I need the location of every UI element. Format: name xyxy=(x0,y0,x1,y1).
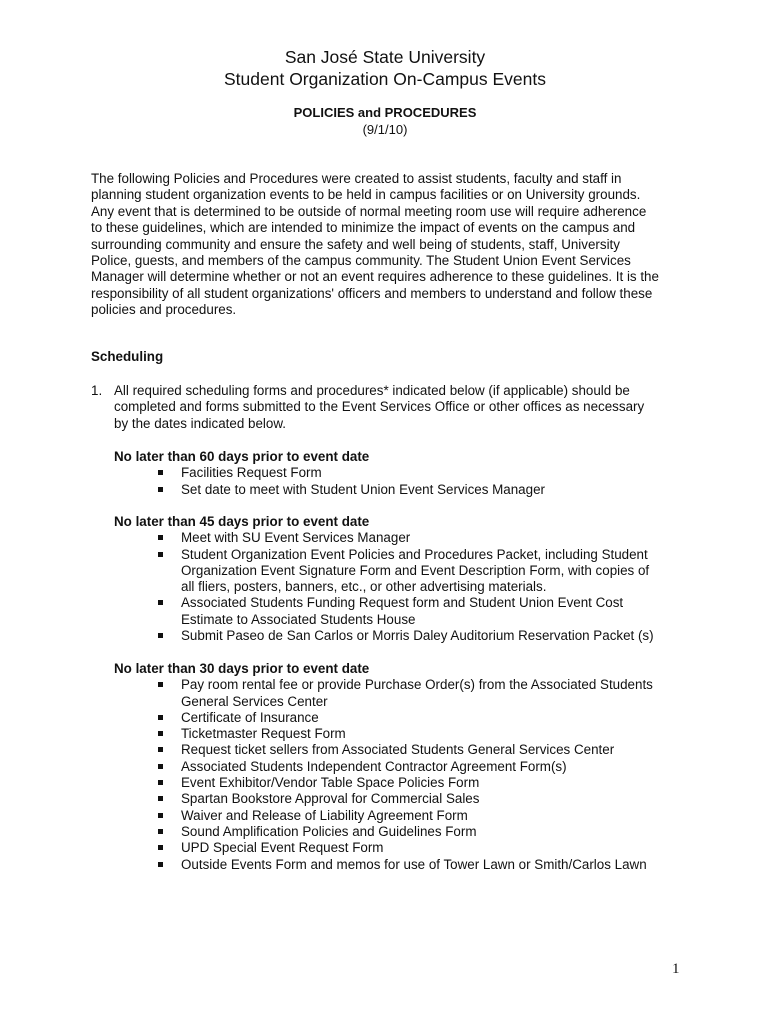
intro-paragraph xyxy=(91,171,691,319)
list-item xyxy=(114,628,654,644)
title-university: San José State University xyxy=(284,47,486,67)
square-bullet-icon xyxy=(158,535,163,540)
list-item-text: Facilities Request Form xyxy=(181,465,322,481)
document-subtitle xyxy=(0,104,770,138)
list-item-text: Organization Event Signature Form and Event Description Form, with copies of xyxy=(181,562,650,578)
list-item-text: Certificate of Insurance xyxy=(181,709,319,725)
list-item xyxy=(114,595,654,628)
list-item-text: Submit Paseo de San Carlos or Morris Daley Auditorium Reservation Packet (s) xyxy=(181,628,654,644)
square-bullet-icon xyxy=(158,552,163,557)
list-item-text: all fliers, posters, banners, etc., or other advertising materials. xyxy=(181,579,547,595)
page-number: 1 xyxy=(672,961,680,977)
bullet-list xyxy=(114,677,653,873)
square-bullet-icon xyxy=(158,470,163,475)
list-item-text: Event Exhibitor/Vendor Table Space Policies Form xyxy=(181,775,480,791)
section-heading-scheduling: Scheduling xyxy=(91,349,164,364)
square-bullet-icon xyxy=(158,845,163,850)
bullet-list xyxy=(114,465,545,498)
list-item xyxy=(114,840,653,856)
square-bullet-icon xyxy=(158,813,163,818)
list-item-text: Sound Amplification Policies and Guidelines Form xyxy=(181,823,477,839)
list-item xyxy=(114,857,653,873)
document-title xyxy=(0,46,770,90)
bullet-list xyxy=(114,530,654,644)
list-item-text: Request ticket sellers from Associated Students General Services Center xyxy=(181,742,615,758)
item-line: completed and forms submitted to the Event Services Office or other offices as necessary xyxy=(114,399,645,415)
list-item xyxy=(114,710,653,726)
list-item xyxy=(114,775,653,791)
item-line: by the dates indicated below. xyxy=(114,415,286,431)
item-number: 1. xyxy=(91,383,103,398)
square-bullet-icon xyxy=(158,487,163,492)
intro-line: surrounding community and ensure the safety and well being of students, staff, University xyxy=(91,236,620,252)
list-item xyxy=(114,547,654,596)
square-bullet-icon xyxy=(158,747,163,752)
list-item-text: Student Organization Event Policies and Procedures Packet, including Student xyxy=(181,546,648,562)
square-bullet-icon xyxy=(158,600,163,605)
square-bullet-icon xyxy=(158,796,163,801)
square-bullet-icon xyxy=(158,764,163,769)
list-item-text: Spartan Bookstore Approval for Commercial Sales xyxy=(181,791,480,807)
title-events: Student Organization On-Campus Events xyxy=(224,69,546,89)
list-item-text: Waiver and Release of Liability Agreement Form xyxy=(181,807,468,823)
deadline-group-45-days xyxy=(114,514,654,644)
list-item-text: Pay room rental fee or provide Purchase Order(s) from the Associated Students xyxy=(181,677,653,693)
list-item-text: Set date to meet with Student Union Event Services Manager xyxy=(181,481,545,497)
deadline-heading: No later than 30 days prior to event date xyxy=(114,661,370,676)
square-bullet-icon xyxy=(158,731,163,736)
list-item-text: Estimate to Associated Students House xyxy=(181,611,416,627)
document-date: (9/1/10) xyxy=(362,122,408,137)
intro-line: The following Policies and Procedures were created to assist students, faculty and staff in xyxy=(91,171,622,186)
list-item xyxy=(114,759,653,775)
list-item xyxy=(114,677,653,710)
square-bullet-icon xyxy=(158,715,163,720)
square-bullet-icon xyxy=(158,780,163,785)
list-item-text: Ticketmaster Request Form xyxy=(181,726,346,742)
subtitle-heading: POLICIES and PROCEDURES xyxy=(293,105,477,120)
list-item xyxy=(114,824,653,840)
deadline-heading: No later than 60 days prior to event date xyxy=(114,449,370,464)
deadline-group-30-days xyxy=(114,661,653,873)
list-item-text: General Services Center xyxy=(181,693,328,709)
intro-line: Manager will determine whether or not an event requires adherence to these guidelines. It is the xyxy=(91,269,659,285)
square-bullet-icon xyxy=(158,862,163,867)
intro-line: Police, guests, and members of the campus community. The Student Union Event Services xyxy=(91,253,631,269)
list-item xyxy=(114,742,653,758)
list-item-text: Meet with SU Event Services Manager xyxy=(181,530,411,546)
list-item-text: Associated Students Independent Contractor Agreement Form(s) xyxy=(181,758,567,774)
deadline-heading: No later than 45 days prior to event date xyxy=(114,514,370,529)
list-item xyxy=(114,791,653,807)
square-bullet-icon xyxy=(158,829,163,834)
intro-line: policies and procedures. xyxy=(91,302,237,318)
deadline-group-60-days xyxy=(114,449,545,498)
intro-line: planning student organization events to be held in campus facilities or on University grounds. xyxy=(91,187,641,203)
list-item-text: Associated Students Funding Request form and Student Union Event Cost xyxy=(181,595,624,611)
list-item-text: UPD Special Event Request Form xyxy=(181,840,384,856)
square-bullet-icon xyxy=(158,633,163,638)
list-item xyxy=(114,482,545,498)
list-item xyxy=(114,530,654,546)
intro-line: Any event that is determined to be outside of normal meeting room use will require adherence xyxy=(91,203,647,219)
list-item xyxy=(114,808,653,824)
intro-line: responsibility of all student organizations' officers and members to understand and follow these xyxy=(91,285,653,301)
list-item xyxy=(114,726,653,742)
square-bullet-icon xyxy=(158,682,163,687)
list-item xyxy=(114,465,545,481)
list-item-text: Outside Events Form and memos for use of Tower Lawn or Smith/Carlos Lawn xyxy=(181,856,647,872)
item-line: All required scheduling forms and procedures* indicated below (if applicable) should be xyxy=(114,383,630,398)
item-text xyxy=(114,383,694,432)
intro-line: to these guidelines, which are intended to minimize the impact of events on the campus and xyxy=(91,220,636,236)
